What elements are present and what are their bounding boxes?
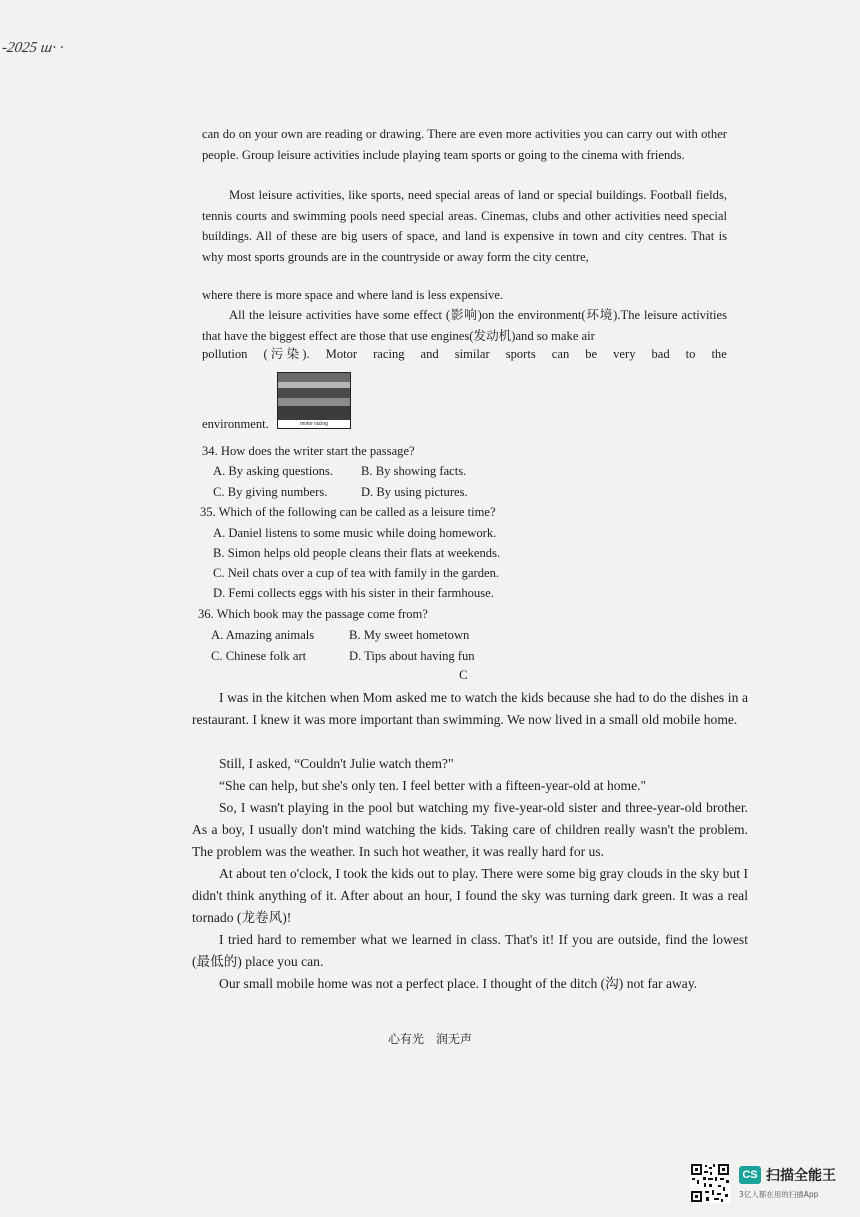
passage-b-paragraph-3-end: environment. bbox=[202, 417, 269, 431]
question-35-option-a: A. Daniel listens to some music while doing homework. bbox=[213, 526, 497, 540]
page-footer-motto: 心有光 润无声 bbox=[387, 1032, 472, 1046]
question-35-option-b: B. Simon helps old people cleans their flats at weekends. bbox=[213, 546, 501, 560]
image-caption: motor racing bbox=[278, 420, 350, 428]
word: can bbox=[551, 347, 570, 361]
word: be bbox=[585, 347, 598, 361]
question-36-option-c: C. Chinese folk art bbox=[211, 649, 307, 663]
passage-b-paragraph-2: Most leisure activities, like sports, need special areas of land or special buildings. Football fields, tennis courts and swimming pools need special areas. Cinemas, clubs and other activities need special buildings. All of these are big users of space, and land is expensive in town and city centres. That is why most sports grounds are in the countryside or away form the city centre, bbox=[202, 188, 727, 264]
passage-c-paragraph-5: At about ten o'clock, I took the kids out to play. There were some big gray clouds in the sky but I didn't think anything of it. After about an hour, I found the sky was turning dark green. It was a real tornado (龙卷风)! bbox=[192, 866, 748, 925]
scanner-tagline: 3亿人都在用的扫描App bbox=[739, 1190, 819, 1199]
passage-b-paragraph-2-continued: where there is more space and where land is less expensive. bbox=[202, 288, 504, 302]
question-36-option-b: B. My sweet hometown bbox=[349, 628, 470, 642]
word: to bbox=[685, 347, 696, 361]
passage-c-paragraph-2: Still, I asked, “Couldn't Julie watch them?" bbox=[219, 756, 454, 771]
question-35-option-d: D. Femi collects eggs with his sister in their farmhouse. bbox=[213, 586, 494, 600]
section-heading-c: C bbox=[459, 667, 468, 682]
passage-b-paragraph-1: can do on your own are reading or drawing. There are even more activities you can carry out with other people. Group leisure activities include playing team sports or going to the cinema with friends. bbox=[202, 127, 727, 162]
question-36-option-a: A. Amazing animals bbox=[211, 628, 315, 642]
question-34-option-d: D. By using pictures. bbox=[361, 485, 468, 499]
qr-code-icon bbox=[690, 1163, 730, 1203]
question-36-option-d: D. Tips about having fun bbox=[349, 649, 475, 663]
passage-b-paragraph-3-last-line bbox=[202, 344, 727, 364]
scanner-app-name: 扫描全能王 bbox=[766, 1168, 836, 1184]
question-35-option-c: C. Neil chats over a cup of tea with family in the garden. bbox=[213, 566, 500, 580]
word: ( 污 染 ). bbox=[263, 347, 310, 361]
passage-c-paragraph-1: I was in the kitchen when Mom asked me to watch the kids because she had to do the dishes in a restaurant. I knew it was more important than swimming. We now lived in a small old mobile home. bbox=[192, 690, 748, 727]
word: very bbox=[613, 347, 636, 361]
word: and bbox=[420, 347, 439, 361]
passage-c-paragraph-3: “She can help, but she's only ten. I feel better with a fifteen-year-old at home." bbox=[219, 778, 647, 793]
motor-racing-image bbox=[277, 372, 351, 429]
question-36-stem: 36. Which book may the passage come from? bbox=[198, 607, 428, 621]
word: sports bbox=[505, 347, 536, 361]
question-34-option-a: A. By asking questions. bbox=[213, 464, 333, 478]
passage-c-paragraph-4: So, I wasn't playing in the pool but watching my five-year-old sister and three-year-old brother. As a boy, I usually don't mind watching the kids. Taking care of children really wasn't the problem. The problem was the weather. In such hot weather, it was really hard for us. bbox=[192, 800, 748, 859]
word: bad bbox=[651, 347, 670, 361]
passage-c-paragraph-6: I tried hard to remember what we learned in class. That's it! If you are outside, find the lowest (最低的) place you can. bbox=[192, 932, 748, 969]
corner-handwritten-note: -2025 ш· · bbox=[0, 40, 65, 56]
word: similar bbox=[454, 347, 490, 361]
word: racing bbox=[373, 347, 405, 361]
question-34-stem: 34. How does the writer start the passage? bbox=[202, 444, 415, 458]
question-34-option-c: C. By giving numbers. bbox=[213, 485, 328, 499]
question-34-option-b: B. By showing facts. bbox=[361, 464, 467, 478]
word: Motor bbox=[325, 347, 358, 361]
passage-b-paragraph-3: All the leisure activities have some effect (影响)on the environment(环境).The leisure activities that have the biggest effect are those that use engines(发动机)and so make air bbox=[202, 308, 727, 343]
word: the bbox=[711, 347, 727, 361]
passage-c-paragraph-7: Our small mobile home was not a perfect place. I thought of the ditch (沟) not far away. bbox=[219, 976, 698, 991]
word: pollution bbox=[202, 347, 248, 361]
question-35-stem: 35. Which of the following can be called as a leisure time? bbox=[200, 505, 496, 519]
camscanner-logo: CS bbox=[739, 1166, 761, 1184]
